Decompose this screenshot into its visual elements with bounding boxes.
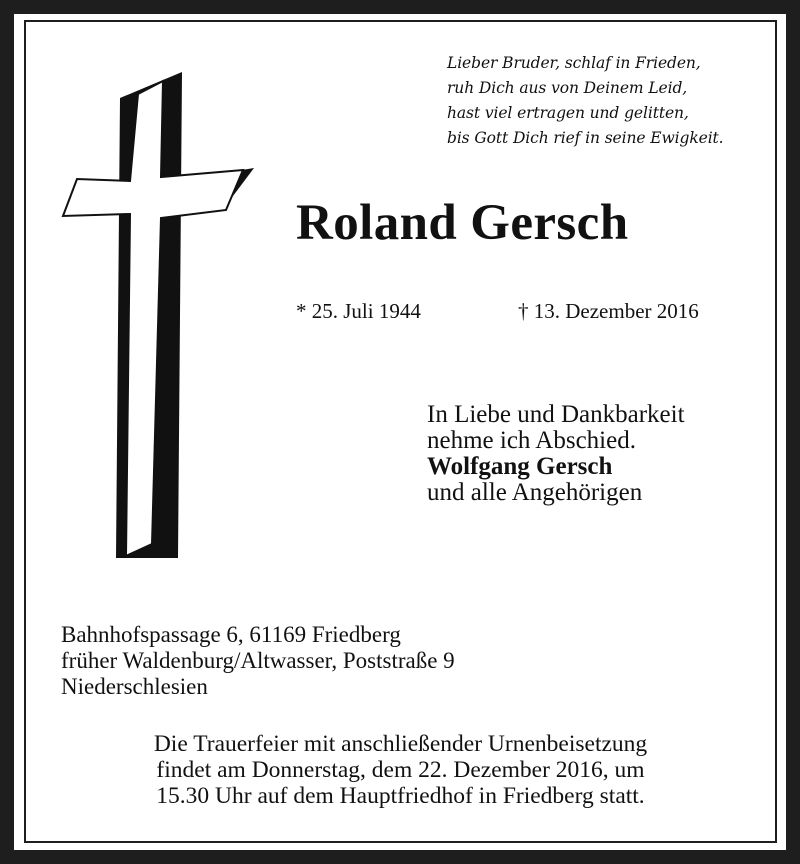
mourners-line: In Liebe und Dankbarkeit <box>427 401 685 428</box>
poem-line: ruh Dich aus von Deinem Leid, <box>447 79 688 97</box>
poem-line: hast viel ertragen und gelitten, <box>447 104 689 122</box>
service-line: 15.30 Uhr auf dem Hauptfriedhof in Friedberg statt. <box>156 783 645 809</box>
poem-line: Lieber Bruder, schlaf in Frieden, <box>447 54 701 72</box>
address-block <box>61 622 455 700</box>
address-line: Bahnhofspassage 6, 61169 Friedberg <box>61 622 401 647</box>
birth-date: * 25. Juli 1944 <box>296 299 421 323</box>
service-announcement <box>24 731 777 809</box>
poem-line: bis Gott Dich rief in seine Ewigkeit. <box>447 129 724 147</box>
service-line: findet am Donnerstag, dem 22. Dezember 2016, um <box>156 757 645 783</box>
death-date: † 13. Dezember 2016 <box>518 299 699 323</box>
mourners-line: nehme ich Abschied. <box>427 427 636 454</box>
mourners-line: und alle Angehörigen <box>427 479 643 506</box>
address-line: Niederschlesien <box>61 674 208 699</box>
deceased-name: Roland Gersch <box>296 195 629 251</box>
mourner-name: Wolfgang Gersch <box>427 453 613 480</box>
service-line: Die Trauerfeier mit anschließender Urnenbeisetzung <box>153 731 648 757</box>
poem <box>447 51 767 151</box>
address-line: früher Waldenburg/Altwasser, Poststraße 9 <box>61 648 455 673</box>
cross-icon <box>58 68 260 562</box>
mourners-block <box>427 402 685 506</box>
